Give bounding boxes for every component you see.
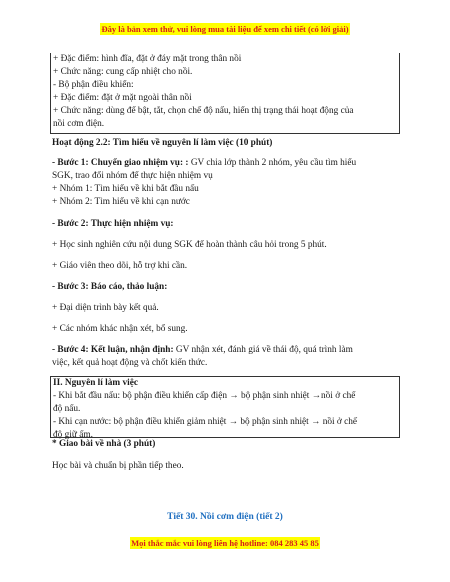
activity-heading: Hoạt động 2.2: Tìm hiểu về nguyên lí làm việc (10 phút) (52, 138, 273, 148)
preview-banner (0, 24, 450, 34)
box1-line-2: + Chức năng: cung cấp nhiệt cho nồi. (53, 67, 193, 77)
homework-text: Học bài và chuẩn bị phần tiếp theo. (52, 461, 184, 471)
group1-text: + Nhóm 1: Tìm hiểu về khi bắt đầu nấu (52, 184, 199, 194)
box1-line-6: nồi cơm điện. (53, 119, 105, 129)
hotline-banner (0, 538, 450, 548)
step2-item-2: + Giáo viên theo dõi, hỗ trợ khi cần. (52, 261, 188, 271)
step3-item-1: + Đại diện trình bày kết quả. (52, 303, 159, 313)
step4-text: GV nhận xét, đánh giá về thái độ, quá trình làm (173, 345, 353, 355)
next-lesson-title: Tiết 30. Nồi cơm điện (tiết 2) (167, 512, 283, 522)
step3-label: - Bước 3: Báo cáo, thảo luận: (52, 282, 168, 292)
box1-line-3: - Bộ phận điều khiển: (53, 80, 134, 90)
hotline-banner-text: Mọi thắc mắc vui lòng liên hệ hotline: 084 283 45 85 (131, 538, 319, 548)
group2-text: + Nhóm 2: Tìm hiểu về khi cạn nước (52, 197, 190, 207)
homework-heading: * Giao bài về nhà (3 phút) (52, 439, 156, 449)
box2-line-4: độ giữ ấm. (53, 430, 93, 440)
step2-item-1: + Học sinh nghiên cứu nội dung SGK để hoàn thành câu hỏi trong 5 phút. (52, 240, 327, 250)
box1-line-5: + Chức năng: dùng để bật, tắt, chọn chế độ nấu, hiển thị trạng thái hoạt động của (53, 106, 354, 116)
box2-heading: II. Nguyên lí làm việc (53, 378, 138, 388)
box2-line-1: - Khi bắt đầu nấu: bộ phận điều khiển cấp điện → bộ phận sinh nhiệt →nồi ở chế (53, 391, 356, 401)
step1-text: GV chia lớp thành 2 nhóm, yêu cầu tìm hiểu (188, 158, 357, 168)
box2-line-2: độ nấu. (53, 404, 81, 414)
content-table-cell-2 (50, 376, 400, 438)
step1-line (52, 157, 356, 170)
step3-item-2: + Các nhóm khác nhận xét, bổ sung. (52, 324, 188, 334)
step1-label: - Bước 1: Chuyển giao nhiệm vụ: : (52, 158, 189, 168)
step1-line-2: SGK, trao đổi nhóm để thực hiện nhiệm vụ (52, 171, 213, 181)
step4-label: - Bước 4: Kết luận, nhận định: (52, 345, 174, 355)
step4-line-2: việc, kết quả hoạt động và chốt kiến thức. (52, 358, 208, 368)
step4-line (52, 344, 353, 357)
box1-line-4: + Đặc điểm: đặt ở mặt ngoài thân nồi (53, 93, 192, 103)
content-table-cell-1 (50, 53, 400, 134)
box2-line-3: - Khi cạn nước: bộ phận điều khiển giảm nhiệt → bộ phận sinh nhiệt → nồi ở chế (53, 417, 358, 427)
step2-label: - Bước 2: Thực hiện nhiệm vụ: (52, 219, 174, 229)
preview-banner-text: Đây là bản xem thử, vui lòng mua tài liệu để xem chi tiết (có lời giải) (101, 24, 349, 34)
box1-line-1: + Đặc điểm: hình đĩa, đặt ở đáy mặt trong thân nồi (53, 54, 242, 64)
